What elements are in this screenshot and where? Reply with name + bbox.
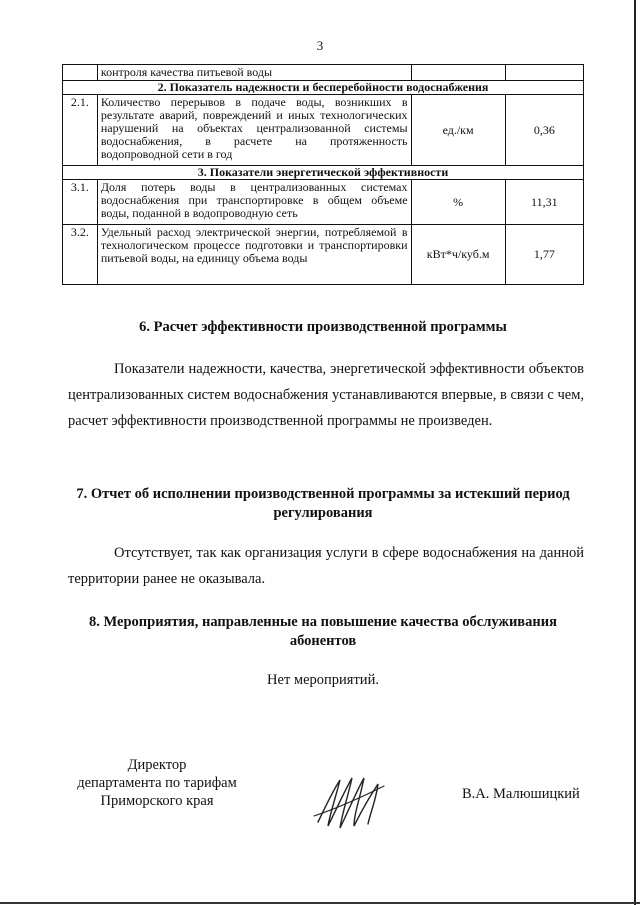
section2-title: 2. Показатель надежности и бесперебойности водоснабжения xyxy=(63,81,584,95)
section8-heading: 8. Мероприятия, направленные на повышение качества обслуживания абонентов xyxy=(89,614,557,649)
section6-text: Показатели надежности, качества, энергетической эффективности объектов централизованных систем водоснабжения устанавливаются впервые, в связи с чем, расчет эффективности производственной программы не произведен. xyxy=(68,361,584,429)
table-section-header xyxy=(63,166,584,180)
row-number: 2.1. xyxy=(63,95,98,166)
signatory-title-line: Приморского края xyxy=(100,793,214,809)
table-row xyxy=(63,225,584,285)
table-cell-description: контроля качества питьевой воды xyxy=(97,65,411,81)
row-unit: % xyxy=(411,180,505,225)
handwritten-signature xyxy=(310,770,390,832)
row-number: 3.2. xyxy=(63,225,98,285)
signatory-title-line: Директор xyxy=(127,757,187,773)
table-row xyxy=(63,95,584,166)
row-description: Доля потерь воды в централизованных системах водоснабжения при транспортировке в общем объеме воды, поданной в водопроводную сеть xyxy=(97,180,411,225)
table-row xyxy=(63,180,584,225)
row-number: 3.1. xyxy=(63,180,98,225)
row-description: Количество перерывов в подаче воды, возникших в результате аварий, повреждений и иных технологических нарушений на объектах централизованной системы водоснабжения, в расчете на протяженность водопроводной сети в год xyxy=(97,95,411,166)
signatory-title xyxy=(62,756,252,810)
table-row xyxy=(63,65,584,81)
section8-text: Нет мероприятий. xyxy=(267,672,379,688)
row-unit: кВт*ч/куб.м xyxy=(411,225,505,285)
row-value: 11,31 xyxy=(505,180,583,225)
table-section-header xyxy=(63,81,584,95)
row-value: 0,36 xyxy=(505,95,583,166)
section7-heading: 7. Отчет об исполнении производственной программы за истекший период регулирования xyxy=(76,486,570,521)
indicators-table xyxy=(62,64,584,285)
row-value: 1,77 xyxy=(505,225,583,285)
section7-text: Отсутствует, так как организация услуги в сфере водоснабжения на данной территории ранее не оказывала. xyxy=(68,545,584,587)
signatory-name: В.А. Малюшицкий xyxy=(462,786,580,802)
section6-heading: 6. Расчет эффективности производственной программы xyxy=(139,319,507,335)
section3-title: 3. Показатели энергетической эффективности xyxy=(63,166,584,180)
scan-edge xyxy=(0,902,640,904)
row-description: Удельный расход электрической энергии, потребляемой в технологическом процессе подготовки и транспортировки питьевой воды, на единицу объема воды xyxy=(97,225,411,285)
page-number: 3 xyxy=(316,38,324,53)
row-unit: ед./км xyxy=(411,95,505,166)
scan-edge xyxy=(634,0,636,905)
signatory-title-line: департамента по тарифам xyxy=(77,775,237,791)
